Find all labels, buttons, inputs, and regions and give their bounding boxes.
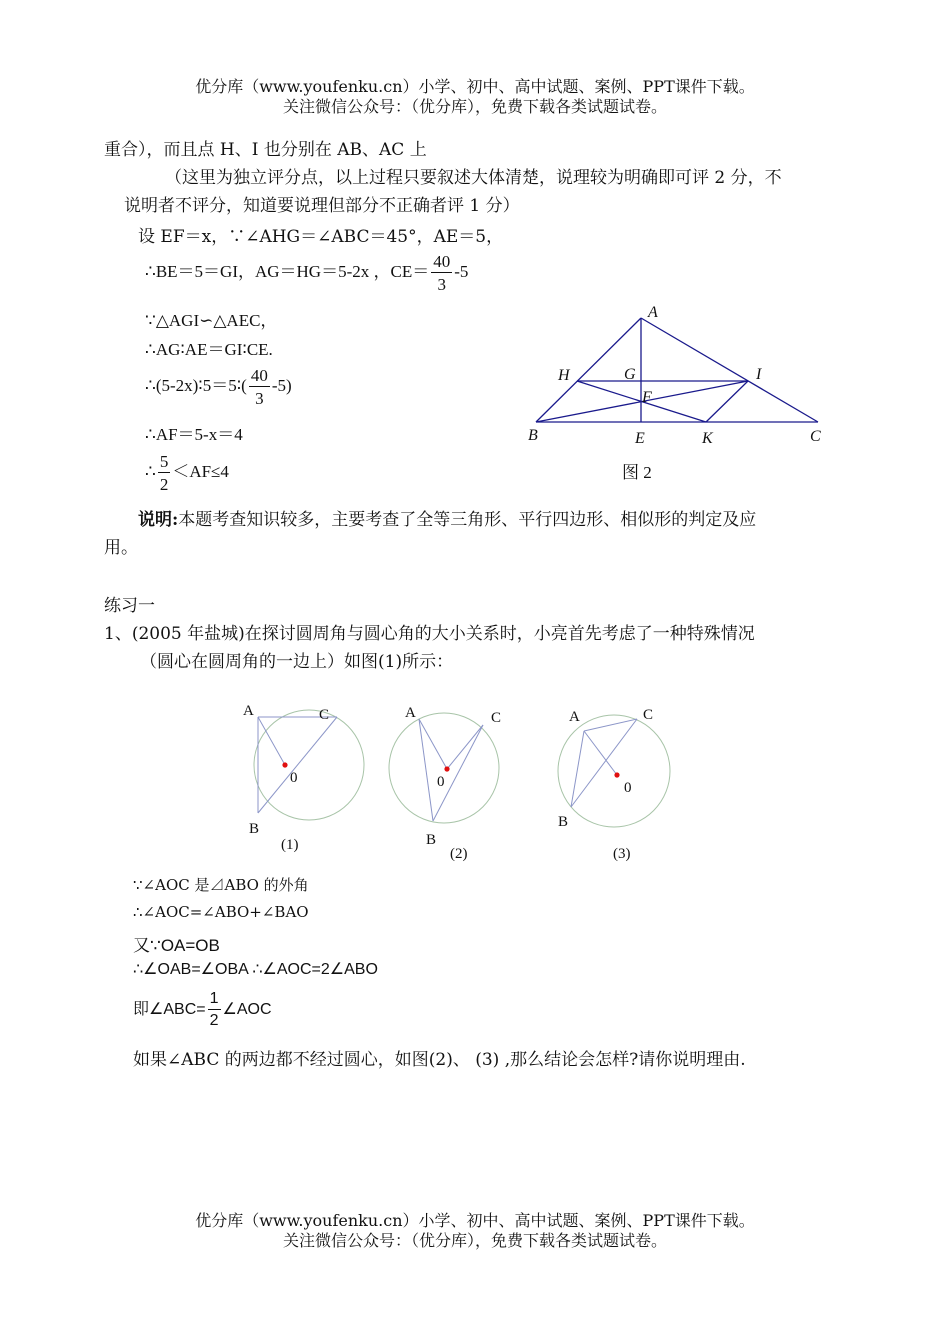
scoring-note-a: （这里为独立评分点，以上过程只要叙述大体清楚，说理较为明确即可评 2 分，不 (165, 168, 782, 188)
c1-label-a: A (243, 703, 254, 719)
label-b: B (528, 427, 538, 444)
figure-2 (520, 300, 840, 490)
label-f: F (642, 389, 652, 406)
scoring-note-b: 说明者不评分，知道要说理但部分不正确者评 1 分） (124, 196, 520, 216)
footer-line-2: 关注微信公众号：（优分库），免费下载各类试题试卷。 (282, 1231, 667, 1250)
header-line-1: 优分库（www.youfenku.cn）小学、初中、高中试题、案例、PPT课件下载。 (195, 77, 755, 96)
fraction-40-3-b: $\frac{40}{3}$ (250, 366, 268, 409)
fraction-40-3: $\frac{40}{3}$ (433, 252, 451, 295)
circle-figure-2 (389, 705, 501, 862)
label-g: G (624, 366, 636, 383)
question-1-line-b: （圆心在圆周角的一边上）如图(1)所示： (140, 652, 454, 672)
step-af: ∴AF＝5-x＝4 (145, 425, 243, 444)
proof-line-1: ∵∠AOC 是⊿ABO 的外角 (133, 876, 309, 894)
c2-label-b: B (426, 832, 437, 848)
c3-label-a: A (569, 709, 580, 725)
c2-label-c: C (491, 710, 502, 726)
line-ac (641, 318, 818, 422)
explanation-line-a: 说明:本题考查知识较多，主要考查了全等三角形、平行四边形、相似形的判定及应 (138, 510, 757, 530)
c1-label-b: B (249, 821, 260, 837)
fraction-1-2: $\frac{1}{2}$ (209, 989, 219, 1029)
c3-label-o: 0 (624, 780, 632, 796)
setup-line: 设 EF＝x，∵∠AHG＝∠ABC＝45°，AE＝5， (138, 227, 504, 247)
figure-2-caption: 图 2 (622, 463, 652, 482)
header-line-2: 关注微信公众号：（优分库），免费下载各类试题试卷。 (282, 97, 667, 116)
circle-figure-1 (243, 703, 364, 853)
label-k: K (702, 430, 713, 447)
c2-label-a: A (405, 705, 416, 721)
step-ratio: ∴AG∶AE＝GI∶CE. (145, 340, 273, 359)
question-prompt: 如果∠ABC 的两边都不经过圆心，如图(2)、 (3) ,那么结论会怎样?请你说明理由. (133, 1050, 746, 1070)
c1-label-c: C (319, 707, 330, 723)
c3-caption: (3) (613, 846, 631, 862)
label-h: H (558, 367, 570, 384)
proof-line-4: ∴∠OAB=∠OBA ∴∠AOC=2∠ABO (133, 961, 378, 978)
label-a: A (648, 304, 658, 321)
proof-line-2: ∴∠AOC=∠ABO+∠BAO (133, 903, 309, 921)
proof-line-5: 即∠ABC= $\frac{1}{2}$ ∠AOC (133, 989, 272, 1029)
c3-label-b: B (558, 814, 569, 830)
footer-line-1: 优分库（www.youfenku.cn）小学、初中、高中试题、案例、PPT课件下载。 (195, 1211, 755, 1230)
practice-title: 练习一 (104, 596, 155, 616)
fraction-5-2: $\frac{5}{2}$ (159, 452, 169, 495)
step-similar: ∵△AGI∽△AEC， (145, 311, 278, 330)
c1-caption: (1) (281, 837, 299, 853)
c2-label-o: 0 (437, 774, 445, 790)
step-range: ∴ $\frac{5}{2}$ ＜AF≤4 (145, 452, 229, 495)
label-i: I (756, 366, 762, 383)
c3-label-c: C (643, 707, 654, 723)
circle-figure-3 (558, 707, 670, 862)
step-be-gi: ∴BE＝5＝GI，AG＝HG＝5-2x ，CE＝ $\frac{40}{3}$ -5 (145, 252, 469, 295)
label-e: E (635, 430, 645, 447)
c1-label-o: 0 (290, 770, 298, 786)
paragraph-overlap: 重合），而且点 H、I 也分别在 AB、AC 上 (104, 140, 427, 160)
step-proportion: ∴(5-2x)∶5＝5∶( $\frac{40}{3}$ -5) (145, 366, 292, 409)
question-1-line-a: 1、(2005 年盐城)在探讨圆周角与圆心角的大小关系时，小亮首先考虑了一种特殊情况 (104, 624, 755, 644)
proof-line-3: 又∵OA=OB (133, 936, 220, 955)
explanation-line-b: 用。 (104, 538, 138, 558)
c2-caption: (2) (450, 846, 468, 862)
label-c: C (810, 428, 821, 445)
line-ik (706, 381, 748, 422)
circle-figures (225, 695, 695, 870)
